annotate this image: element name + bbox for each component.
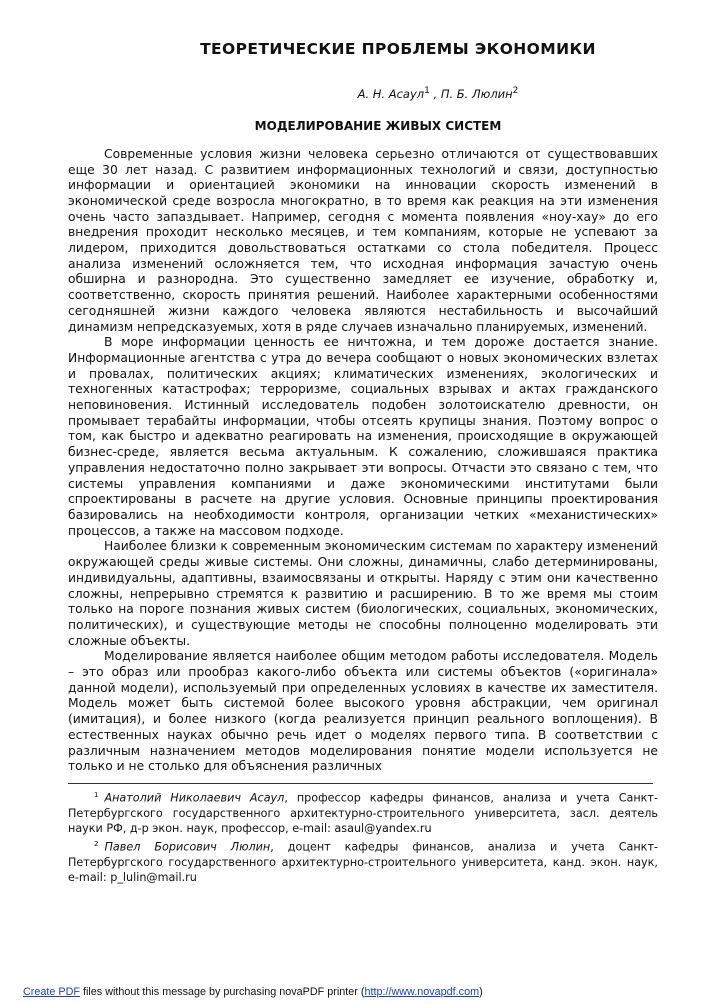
authors-line (68, 86, 658, 101)
novapdf-url-link[interactable]: http://www.novapdf.com (364, 986, 480, 998)
create-pdf-link[interactable]: Create PDF (23, 986, 80, 998)
footnote-author-name: Анатолий Николаевич Асаул (104, 791, 285, 805)
notice-text: files without this message by purchasing novaPDF printer ( (80, 986, 365, 998)
footnote-text: , профессор кафедры финансов, анализа и учета Санкт-Петербургского государственного архитектурно-строительного университета, засл. деятель науки РФ, д-р экон. наук, профессор, e-mail: asaul@yandex.ru (68, 791, 658, 836)
document-page (68, 40, 658, 885)
notice-end: ) (479, 986, 483, 998)
article-title: МОДЕЛИРОВАНИЕ ЖИВЫХ СИСТЕМ (254, 118, 502, 133)
footnote (68, 788, 658, 837)
body-paragraph: Моделирование является наиболее общим методом работы исследователя. Модель – это образ или прообраз какого-либо объекта или системы объектов («оригинала» данной модели), используемый при определенных условиях в качестве их заместителя. Модель может быть системой более высокого уровня абстракции, чем оригинал (имитация), и более низкого (когда реализуется принцип реального воплощения). В естественных науках обычно речь идет о моделях первого типа. В соответствии с различным назначением методов моделирования понятие модели используется не только и не столько для объяснения различных (68, 649, 658, 774)
author-name: П. Б. Люлин (440, 86, 513, 101)
footnote-text: , доцент кафедры финансов, анализа и учета Санкт-Петербургского государственного архитектурно-строительного университета, канд. экон. наук, e-mail: p_lulin@mail.ru (68, 840, 658, 884)
body-paragraph: В море информации ценность ее ничтожна, и тем дороже достается знание. Информационные агентства с утра до вечера сообщают о новых экономических взлетах и провалах, политических акциях; климатических изменениях, экологических и техногенных катастрофах; терроризме, социальных взрывах и актах гражданского неповиновения. Истинный исследователь подобен золотоискателю древности, он промывает терабайты информации, чтобы отсеять крупицы знания. Поэтому вопрос о том, как быстро и адекватно реагировать на изменения, происходящие в окружающей бизнес-среде, является весьма актуальным. К сожалению, сложившаяся практика управления недостаточно полно закрывает эти вопросы. Отчасти это связано с тем, что системы управления компаниями и даже экономическими институтами были спроектированы в расчете на другие условия. Основные принципы проектирования базировались на необходимости контроля, организации четких «механистических» процессов, а также на массовом подходе. (68, 335, 658, 538)
footnote-number: 1 (94, 790, 99, 799)
footnote (68, 837, 658, 886)
author-name: А. Н. Асаул (357, 86, 425, 101)
author-separator: , (429, 86, 441, 101)
footnote-author-name: Павел Борисович Люлин (104, 840, 271, 854)
footnote-mark: 1 (424, 86, 430, 96)
footnotes (68, 788, 658, 885)
article-body (68, 147, 658, 775)
footnote-divider (68, 783, 653, 784)
footnote-number: 2 (94, 839, 99, 848)
body-paragraph: Современные условия жизни человека серьезно отличаются от существовавших еще 30 лет назад. С развитием информационных технологий и связи, доступностью информации и ориентацией экономики на инновации скорость изменений в экономической среде возросла многократно, в то время как реакция на эти изменения очень часто запаздывает. Например, сегодня с момента появления «ноу-хау» до его внедрения проходит несколько месяцев, и тем компаниям, которые не успевают за лидером, приходится довольствоваться остатками со стола победителя. Процесс анализа изменений осложняется тем, что исходная информация зачастую очень обширна и разнородна. Это существенно замедляет ее изучение, обработку и, соответственно, скорость принятия решений. Наиболее характерными особенностями сегодняшней жизни каждого человека являются нестабильность и высочайший динамизм непредсказуемых, хотя в ряде случаев изначально планируемых, изменений. (68, 146, 658, 334)
footnote-mark: 2 (512, 86, 519, 96)
pdf-printer-notice (23, 986, 483, 998)
section-heading: ТЕОРЕТИЧЕСКИЕ ПРОБЛЕМЫ ЭКОНОМИКИ (200, 40, 596, 58)
body-paragraph: Наиболее близки к современным экономическим системам по характеру изменений окружающей среды живые системы. Они сложны, динамичны, слабо детерминированы, индивидуальны, адаптивны, взаимосвязаны и открыты. Наряду с этим они качественно сложны, непрерывно стремятся к развитию и расширению. В то же время мы стоим только на пороге познания живых систем (биологических, социальных, экономических, политических), и существующие методы не способны полноценно моделировать эти сложные объекты. (68, 539, 658, 648)
